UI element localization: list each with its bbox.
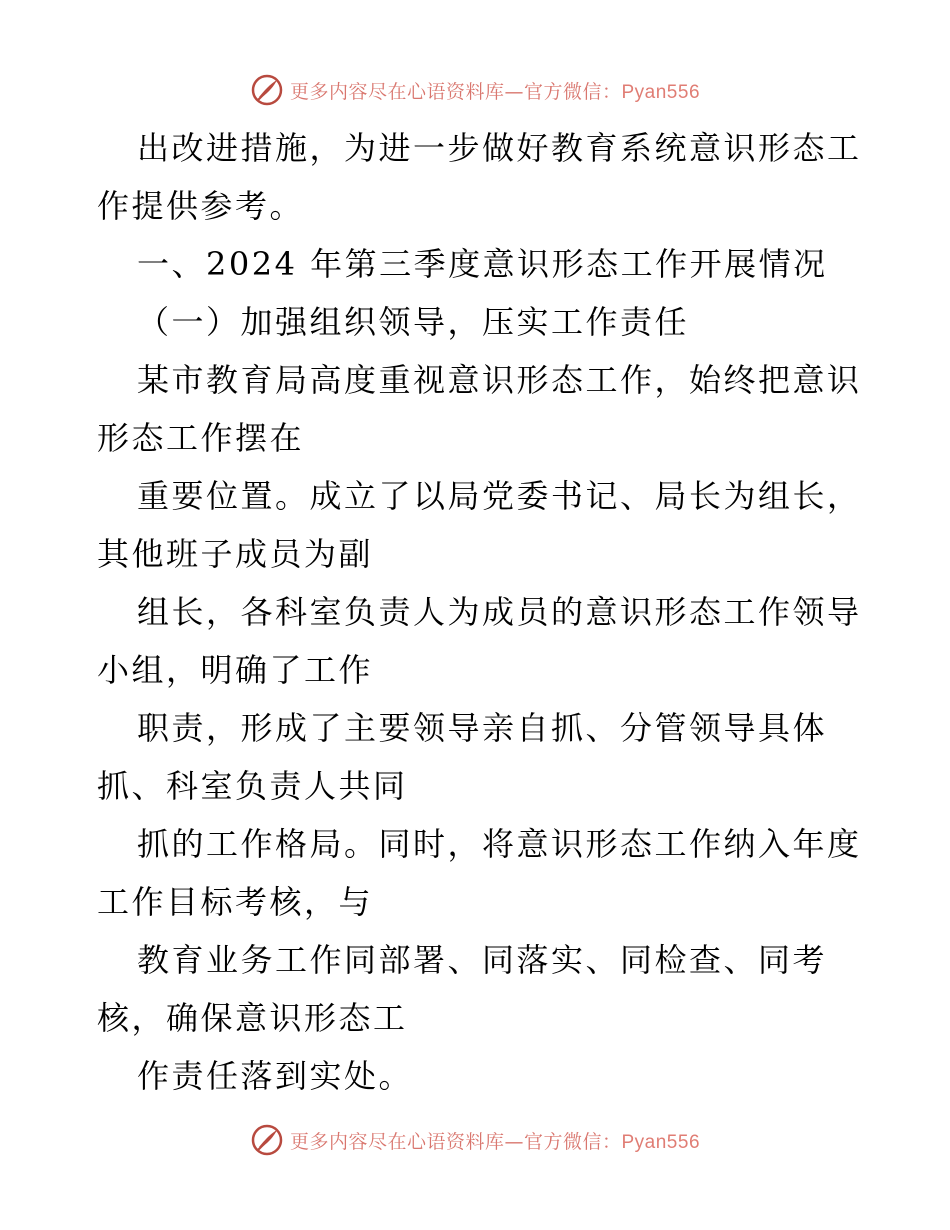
body-text-line: （一）加强组织领导，压实工作责任: [137, 303, 690, 341]
footer-banner-text: [290, 1127, 700, 1154]
header-banner-contact-label: 官方微信：: [523, 80, 622, 103]
body-text-line: 组长，各科室负责人为成员的意识形态工作领导: [137, 593, 862, 631]
body-text-line: 教育业务工作同部署、同落实、同检查、同考: [137, 941, 828, 979]
footer-banner-inner: [250, 1123, 700, 1157]
body-text-line: 重要位置。成立了以局党委书记、局长为组长，: [137, 477, 862, 515]
body-text-line: 一、2024 年第三季度意识形态工作开展情况: [137, 245, 828, 283]
header-banner-separator: —: [504, 80, 524, 103]
body-text-line: 某市教育局高度重视意识形态工作，始终把意识: [137, 361, 862, 399]
feather-pen-logo-icon: [250, 73, 284, 107]
header-banner-title: 更多内容尽在心语资料库: [289, 80, 505, 103]
footer-banner: [0, 1120, 950, 1160]
footer-banner-contact-label: 官方微信：: [523, 1130, 622, 1153]
body-text-line: 抓、科室负责人共同: [97, 767, 408, 805]
header-banner: [0, 70, 950, 110]
header-banner-text: [290, 77, 700, 104]
body-text-line: 出改进措施，为进一步做好教育系统意识形态工: [137, 129, 862, 167]
body-text-line: 工作目标考核，与: [97, 883, 374, 921]
body-text-line: 职责，形成了主要领导亲自抓、分管领导具体: [137, 709, 828, 747]
document-body: [97, 119, 862, 1105]
body-text-line: 小组，明确了工作: [97, 651, 374, 689]
body-text-line: 作责任落到实处。: [137, 1057, 414, 1095]
header-banner-contact-id: Pyan556: [621, 81, 701, 103]
footer-banner-contact-id: Pyan556: [621, 1131, 701, 1153]
footer-banner-separator: —: [504, 1130, 524, 1153]
body-text-line: 抓的工作格局。同时，将意识形态工作纳入年度: [137, 825, 862, 863]
body-text-line: 形态工作摆在: [97, 419, 305, 457]
body-text-line: 核，确保意识形态工: [97, 999, 408, 1037]
body-text-line: 其他班子成员为副: [97, 535, 374, 573]
footer-banner-title: 更多内容尽在心语资料库: [289, 1130, 505, 1153]
feather-pen-logo-icon: [250, 1123, 284, 1157]
body-text-line: 作提供参考。: [97, 187, 305, 225]
header-banner-inner: [250, 73, 700, 107]
